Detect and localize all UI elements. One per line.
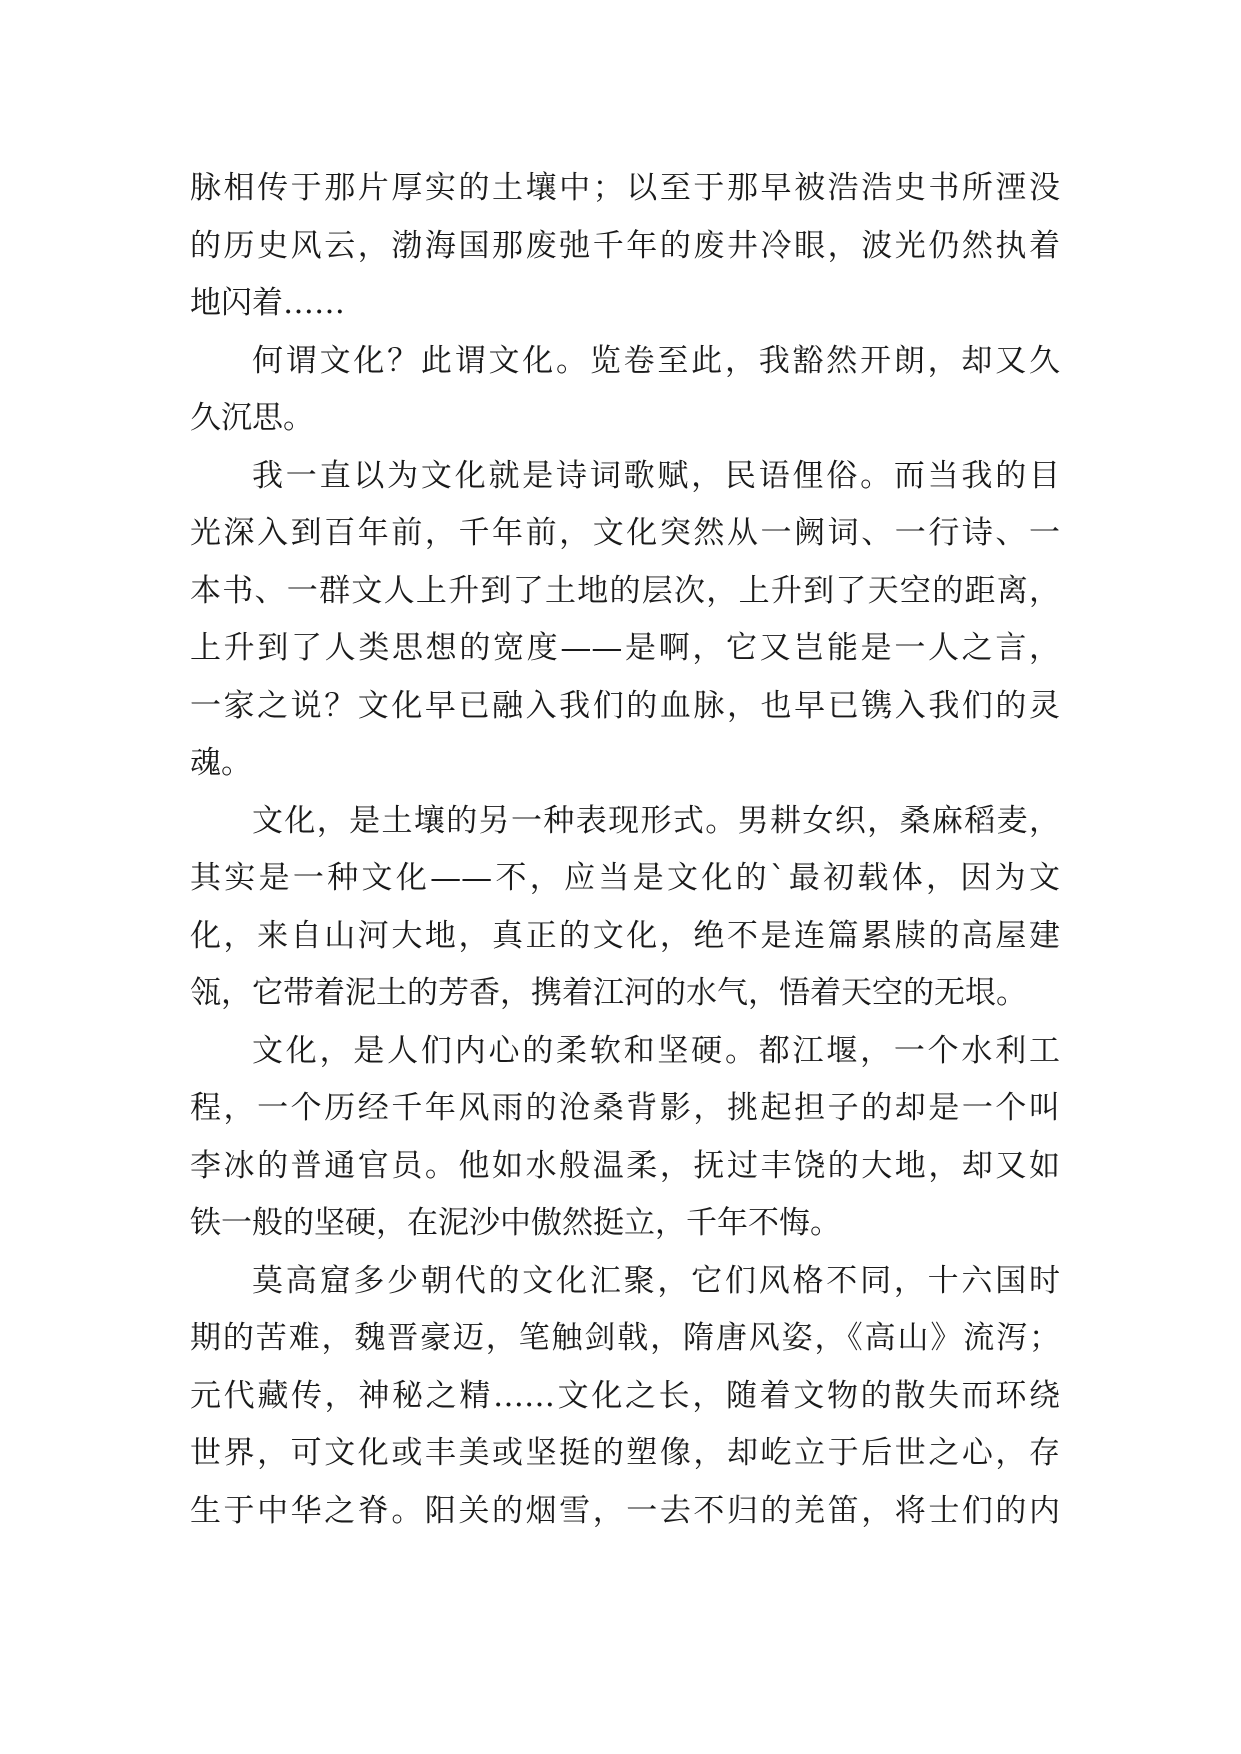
- paragraph: [190, 793, 1060, 1023]
- text-line: 李冰的普通官员。他如水般温柔，抚过丰饶的大地，却又如: [190, 1147, 1060, 1184]
- text-line: 文化，是土壤的另一种表现形式。男耕女织，桑麻稻麦，: [252, 802, 1060, 839]
- paragraph: [190, 160, 1060, 333]
- text-line: 何谓文化？此谓文化。览卷至此，我豁然开朗，却又久: [252, 342, 1060, 379]
- paragraph: [190, 1253, 1060, 1541]
- text-line: 化，来自山河大地，真正的文化，绝不是连篇累牍的高屋建: [190, 917, 1060, 954]
- text-line: 瓴，它带着泥土的芳香，携着江河的水气，悟着天空的无垠。: [190, 975, 1027, 1011]
- text-line: 世界，可文化或丰美或坚挺的塑像，却屹立于后世之心，存: [190, 1435, 1060, 1471]
- text-line: 脉相传于那片厚实的土壤中；以至于那早被浩浩史书所湮没: [190, 170, 1060, 206]
- text-line: 一家之说？文化早已融入我们的血脉，也早已镌入我们的灵: [190, 687, 1060, 724]
- paragraph: [190, 333, 1060, 448]
- text-line: 莫高窟多少朝代的文化汇聚，它们风格不同，十六国时: [252, 1262, 1060, 1299]
- document-body: [190, 160, 1060, 1540]
- text-line: 元代藏传，神秘之精……文化之长，随着文物的散失而环绕: [190, 1377, 1060, 1414]
- text-line: 的历史风云，渤海国那废弛千年的废井冷眼，波光仍然执着: [190, 227, 1060, 264]
- text-line: 我一直以为文化就是诗词歌赋，民语俚俗。而当我的目: [252, 457, 1060, 494]
- text-line: 期的苦难，魏晋豪迈，笔触剑戟，隋唐风姿，《高山》流泻；: [190, 1320, 1060, 1356]
- text-line: 魂。: [190, 745, 252, 781]
- text-line: 本书、一群文人上升到了土地的层次，上升到了天空的距离，: [190, 572, 1060, 609]
- text-line: 程，一个历经千年风雨的沧桑背影，挑起担子的却是一个叫: [190, 1090, 1060, 1126]
- paragraph: [190, 448, 1060, 793]
- text-line: 生于中华之脊。阳关的烟雪，一去不归的羌笛，将士们的内: [190, 1492, 1060, 1529]
- paragraph: [190, 1023, 1060, 1253]
- text-line: 铁一般的坚硬，在泥沙中傲然挺立，千年不悔。: [190, 1205, 841, 1241]
- text-line: 地闪着……: [190, 285, 345, 321]
- text-line: 其实是一种文化——不，应当是文化的`最初载体，因为文: [190, 860, 1060, 896]
- text-line: 文化，是人们内心的柔软和坚硬。都江堰，一个水利工: [252, 1032, 1060, 1069]
- text-line: 光深入到百年前，千年前，文化突然从一阙词、一行诗、一: [190, 515, 1060, 551]
- text-line: 久沉思。: [190, 400, 314, 436]
- text-line: 上升到了人类思想的宽度——是啊，它又岂能是一人之言，: [190, 630, 1060, 666]
